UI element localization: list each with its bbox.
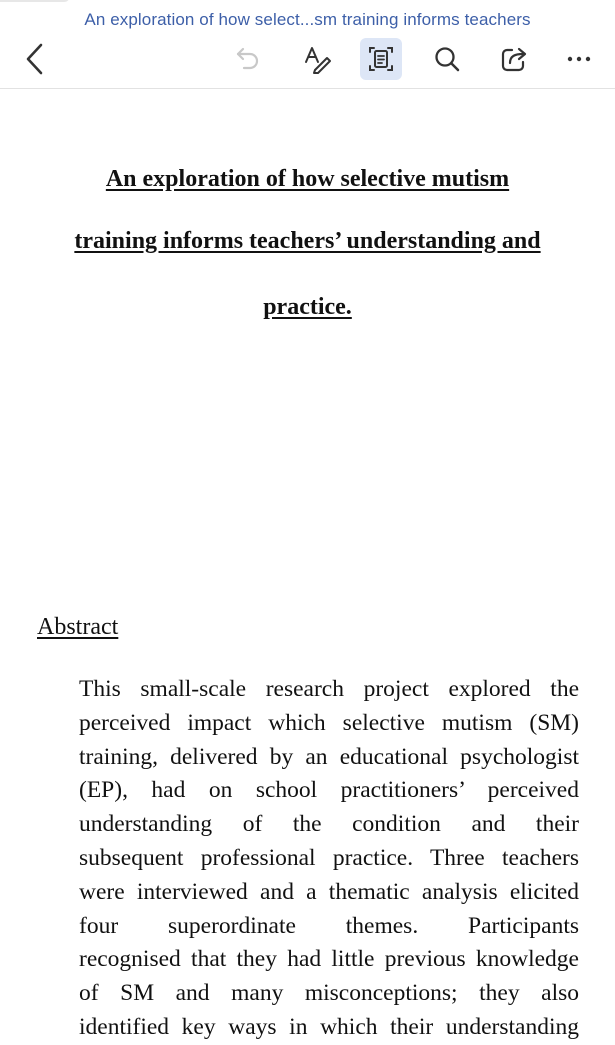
abstract-line: understanding of the condition and their	[79, 811, 579, 838]
more-options-button[interactable]	[558, 38, 600, 80]
status-bar-remnant	[0, 0, 70, 2]
abstract-line: training, delivered by an educational psychologist	[79, 743, 579, 770]
more-dots-icon	[564, 44, 594, 74]
abstract-line: of SM and many misconceptions; they also	[79, 980, 579, 1007]
share-icon	[499, 44, 529, 74]
search-button[interactable]	[426, 38, 468, 80]
pen-draw-icon	[302, 44, 332, 74]
document-heading-line-1: An exploration of how selective mutism	[105, 166, 510, 192]
abstract-line: four superordinate themes. Participants	[79, 912, 579, 939]
top-toolbar	[0, 0, 615, 89]
abstract-line: This small-scale research project explored the	[79, 676, 579, 702]
document-title[interactable]: An exploration of how select...sm training informs teachers	[84, 10, 531, 29]
abstract-line: recognised that they had little previous knowledge	[79, 946, 579, 973]
abstract-line: (EP), had on school practitioners’ perceived	[79, 777, 579, 804]
reading-view-button[interactable]	[360, 38, 402, 80]
abstract-line: perceived impact which selective mutism (SM)	[79, 709, 579, 736]
document-heading-line-2: training informs teachers’ understanding and	[74, 228, 541, 254]
back-button[interactable]	[14, 38, 56, 80]
abstract-heading: Abstract	[37, 614, 119, 640]
share-button[interactable]	[493, 38, 535, 80]
draw-button[interactable]	[296, 38, 338, 80]
search-icon	[432, 44, 462, 74]
document-heading-line-3: practice.	[263, 294, 352, 320]
document-page[interactable]	[0, 89, 615, 1040]
reading-view-icon	[366, 44, 396, 74]
abstract-line: identified key ways in which their understanding	[79, 1013, 579, 1040]
abstract-paragraph	[79, 673, 579, 1045]
undo-button[interactable]	[227, 38, 269, 80]
undo-icon	[233, 44, 263, 74]
chevron-left-icon	[23, 42, 47, 76]
abstract-line: were interviewed and a thematic analysis elicited	[79, 878, 579, 905]
abstract-line: subsequent professional practice. Three teachers	[79, 844, 579, 871]
